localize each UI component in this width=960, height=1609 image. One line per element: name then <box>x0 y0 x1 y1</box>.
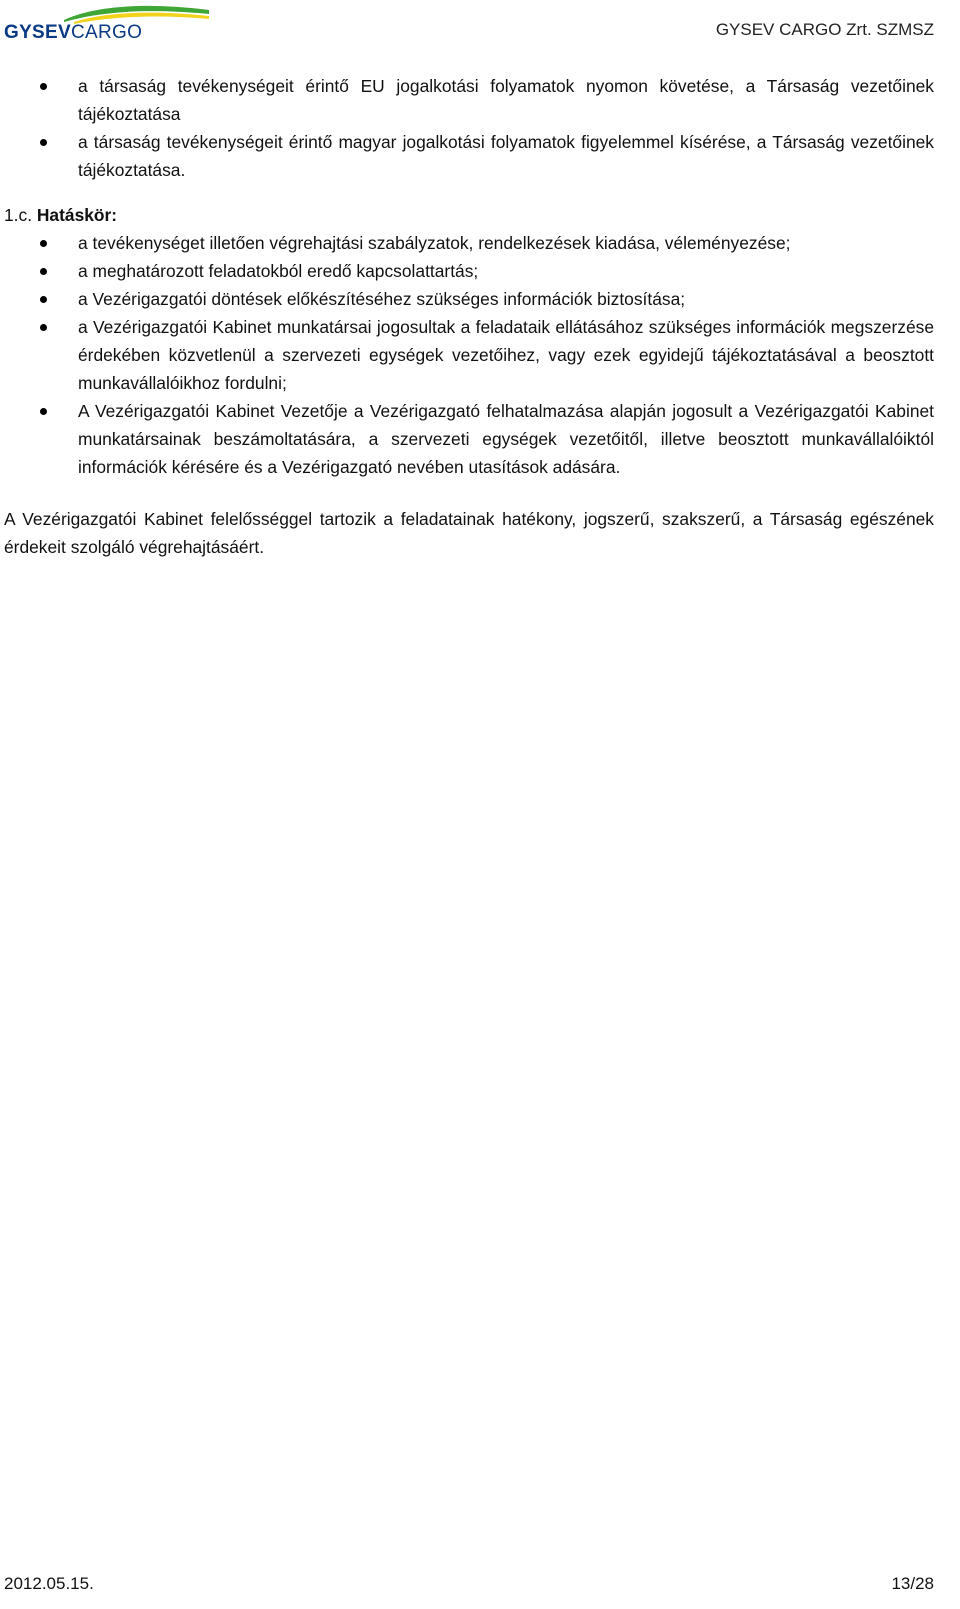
footer-date: 2012.05.15. <box>4 1574 94 1593</box>
section-heading <box>4 201 934 229</box>
list-item-text: a társaság tevékenységeit érintő EU jogalkotási folyamatok nyomon követése, a Társaság vezetőinek tájékoztatása <box>78 76 934 124</box>
bullet-list-1 <box>4 72 934 184</box>
list-item <box>4 128 934 184</box>
list-item-text: a társaság tevékenységeit érintő magyar jogalkotási folyamatok figyelemmel kísérése, a Társaság vezetőinek tájékoztatása. <box>78 132 934 180</box>
section-number: 1.c. <box>4 205 33 225</box>
list-item-text: A Vezérigazgatói Kabinet Vezetője a Vezérigazgató felhatalmazása alapján jogosult a Vezérigazgatói Kabinet munkatársainak beszámoltatására, a szervezeti egységek vezetőitől, illetve beosztott munkavállalóiktól információk kérésére és a Vezérigazgató nevében utasítások adására. <box>78 401 934 477</box>
list-item-text: a meghatározott feladatokból eredő kapcsolattartás; <box>78 261 479 281</box>
bullet-icon <box>40 296 47 303</box>
bullet-icon <box>40 83 47 90</box>
list-item <box>4 229 934 257</box>
document-body <box>4 72 934 561</box>
bullet-icon <box>40 139 47 146</box>
bullet-icon <box>40 240 47 247</box>
list-item-text: a Vezérigazgatói döntések előkészítéséhez szükséges információk biztosítása; <box>78 289 686 309</box>
page-number: 13/28 <box>891 1574 934 1593</box>
company-name: GYSEV CARGO Zrt. SZMSZ <box>715 20 934 39</box>
list-item <box>4 397 934 481</box>
logo-text <box>4 22 142 44</box>
list-item <box>4 72 934 128</box>
bullet-icon <box>40 324 47 331</box>
list-item-text: a Vezérigazgatói Kabinet munkatársai jogosultak a feladataik ellátásához szükséges információk megszerzése érdekében közvetlenül a szervezeti egységek vezetőihez, vagy ezek egyidejű tájékoztatásával a beosztott munkavállalóikhoz fordulni; <box>78 317 934 393</box>
bullet-icon <box>40 408 47 415</box>
list-item <box>4 257 934 285</box>
list-item <box>4 285 934 313</box>
logo-gysev: GYSEV <box>4 22 71 43</box>
section-title: Hatáskör: <box>36 205 118 225</box>
page-header <box>0 0 960 46</box>
list-item-text: a tevékenységet illetően végrehajtási szabályzatok, rendelkezések kiadása, véleményezése; <box>78 233 791 253</box>
gysev-cargo-logo <box>4 4 214 44</box>
list-item <box>4 313 934 397</box>
closing-paragraph: A Vezérigazgatói Kabinet felelősséggel tartozik a feladatainak hatékony, jogszerű, szakszerű, a Társaság egészének érdekeit szolgáló végrehajtásáért. <box>4 509 934 557</box>
bullet-list-2 <box>4 229 934 481</box>
bullet-icon <box>40 268 47 275</box>
logo-swoosh-icon <box>4 4 214 24</box>
logo-cargo: CARGO <box>70 22 143 43</box>
